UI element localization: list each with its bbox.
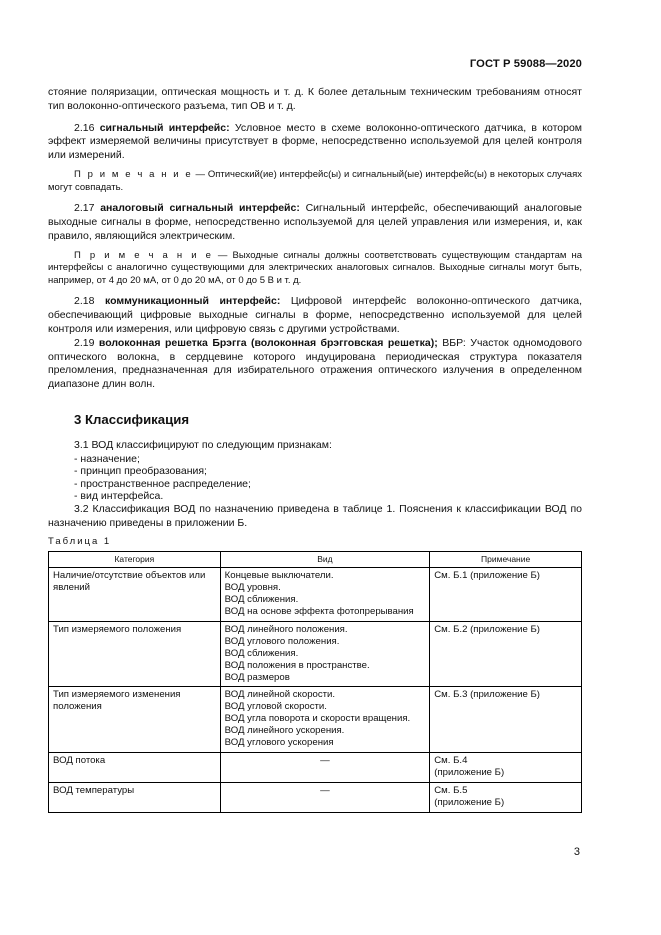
note-line: См. Б.3 (приложение Б) xyxy=(434,689,540,701)
table-header-row xyxy=(49,552,582,568)
term-number: 2.17 xyxy=(74,202,101,215)
table-row xyxy=(49,687,582,753)
term-number: 2.18 xyxy=(74,295,105,308)
term-name: волоконная решетка Брэгга (волоконная брэгговская решетка); xyxy=(98,336,438,349)
note-text: — Выходные сигналы должны соответствовать существующим стандартам на интерфейсы с аналогично существующими для электрических аналоговых сигналов. Выходные сигналы могут быть, например, от 4 до 20 мА, от 0 до 20 мА, от 0 до 5 В и т. д. xyxy=(48,249,583,286)
list-item: - пространственное распределение; xyxy=(74,477,251,490)
kind-line: — xyxy=(320,755,330,766)
table-row xyxy=(49,568,582,622)
note-line: См. Б.4 xyxy=(434,755,468,766)
term-name: аналоговый сигнальный интерфейс: xyxy=(100,202,300,215)
kind-line: ВОД угловой скорости. xyxy=(224,701,327,713)
term-2-17 xyxy=(48,202,582,243)
table-caption: Таблица 1 xyxy=(48,536,112,548)
list-item: - назначение; xyxy=(74,452,140,465)
kind-line: ВОД линейной скорости. xyxy=(224,689,336,701)
note-cell xyxy=(430,568,582,622)
category-cell: Тип измеряемого изменения положения xyxy=(49,687,221,753)
kind-line: ВОД углового положения. xyxy=(224,635,340,647)
column-header: Примечание xyxy=(430,552,582,568)
kind-line: ВОД положения в пространстве. xyxy=(224,659,370,671)
category-cell: Тип измеряемого положения xyxy=(49,621,221,687)
kind-cell xyxy=(220,568,430,622)
note-text: — Оптический(ие) интерфейс(ы) и сигнальный(ые) интерфейс(ы) в некоторых случаях могут совпадать. xyxy=(48,168,582,193)
table-row xyxy=(49,753,582,783)
page-number: 3 xyxy=(573,846,580,858)
term-name: сигнальный интерфейс: xyxy=(99,121,230,134)
clause-3-1: 3.1 ВОД классифицируют по следующим признакам: xyxy=(74,438,332,451)
note-line: См. Б.1 (приложение Б) xyxy=(434,570,540,582)
clause-3-2: 3.2 Классификация ВОД по назначению приведена в таблице 1. Пояснения к классификации ВОД по назначению приведены в приложении Б. xyxy=(48,502,582,529)
category-cell: ВОД потока xyxy=(49,753,221,783)
category-cell: Наличие/отсутствие объектов или явлений xyxy=(49,568,221,622)
kind-cell xyxy=(220,687,430,753)
term-definition: Сигнальный интерфейс, обеспечивающий аналоговые выходные сигналы в форме, непосредственно используемой для целей управления или измерения, и, как правило, являющийся электрическим. xyxy=(48,202,582,242)
note-label: П р и м е ч а н и е xyxy=(74,168,193,180)
kind-line: — xyxy=(320,784,330,796)
kind-cell xyxy=(220,753,430,783)
kind-cell xyxy=(220,782,430,812)
criteria-list xyxy=(48,453,582,503)
note-cell xyxy=(430,782,582,812)
kind-line: Концевые выключатели. xyxy=(224,570,334,582)
term-definition: Условное место в схеме волоконно-оптического датчика, в котором эффект измеряемой величины присутствует в форме, непосредственно используемой для целей контроля или измерений. xyxy=(48,121,583,162)
note-line: (приложение Б) xyxy=(434,796,505,808)
table-row xyxy=(49,621,582,687)
kind-line: ВОД размеров xyxy=(224,671,290,683)
kind-line: ВОД линейного положения. xyxy=(224,623,348,635)
kind-cell xyxy=(220,621,430,687)
kind-line: ВОД углового ускорения xyxy=(224,737,334,749)
note-label: П р и м е ч а н и е xyxy=(74,249,213,261)
note-cell xyxy=(430,753,582,783)
kind-line: ВОД угла поворота и скорости вращения. xyxy=(224,713,411,725)
term-definition: ВБР: Участок одномодового оптического волокна, в сердцевине которого индуцирована периодическая структура показателя преломления, предназначенная для избирательного отражения оптического излучения в определенном диапазоне длин волн. xyxy=(48,336,582,391)
continued-paragraph: стояние поляризации, оптическая мощность и т. д. К более детальным техническим требованиям относят тип волоконно-оптического разъема, тип ОВ и т. д. xyxy=(48,86,582,112)
note-line: (приложение Б) xyxy=(434,766,505,778)
table-row xyxy=(49,782,582,812)
term-definition: Цифровой интерфейс волоконно-оптического датчика, обеспечивающий цифровые выходные сигналы в форме, непосредственно используемой для целей контроля или измерения, или цифровую связь с другими устройствами. xyxy=(48,295,582,335)
term-2-18 xyxy=(48,295,582,336)
term-number: 2.19 xyxy=(74,336,99,349)
term-name: коммуникационный интерфейс: xyxy=(104,295,281,308)
note-line: См. Б.5 xyxy=(434,784,468,796)
document-code: ГОСТ Р 59088—2020 xyxy=(469,58,582,70)
term-2-16 xyxy=(48,122,582,163)
list-item: - вид интерфейса. xyxy=(74,490,164,503)
kind-line: ВОД сближения. xyxy=(224,647,299,659)
note-1 xyxy=(48,169,582,194)
kind-line: ВОД на основе эффекта фотопрерывания xyxy=(224,606,414,618)
term-2-19 xyxy=(48,337,582,392)
note-cell xyxy=(430,621,582,687)
section-title: 3 Классификация xyxy=(74,411,190,427)
category-cell: ВОД температуры xyxy=(49,782,221,812)
note-2 xyxy=(48,250,582,288)
kind-line: ВОД сближения. xyxy=(224,594,299,606)
column-header: Категория xyxy=(49,552,221,568)
note-cell xyxy=(430,687,582,753)
column-header: Вид xyxy=(220,552,430,568)
page-content xyxy=(48,86,582,813)
term-number: 2.16 xyxy=(74,121,100,134)
list-item: - принцип преобразования; xyxy=(74,465,207,478)
kind-line: ВОД уровня. xyxy=(224,582,281,594)
kind-line: ВОД линейного ускорения. xyxy=(224,725,345,737)
note-line: См. Б.2 (приложение Б) xyxy=(434,623,540,635)
classification-table xyxy=(48,551,582,812)
